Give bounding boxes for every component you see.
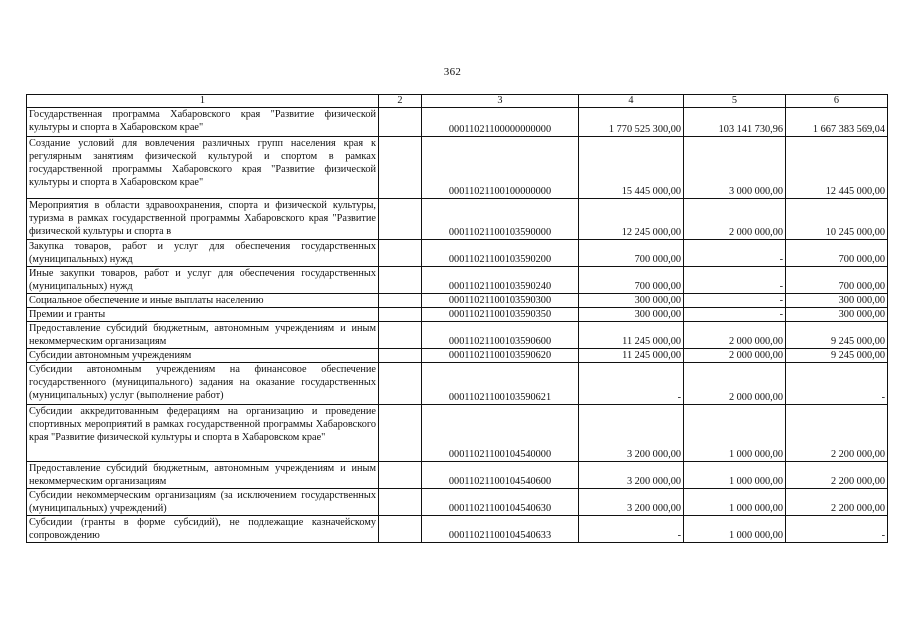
header-col-3: 3 [422, 95, 579, 108]
row-name-cell: Мероприятия в области здравоохранения, спорта и физической культуры, туризма в рамках государственной программы Хабаровского края "Развитие физической культуры и спорта в [27, 199, 379, 240]
row-value-col5-cell: 3 000 000,00 [684, 137, 786, 199]
row-col2-cell [379, 267, 422, 294]
row-value-col4-cell: 3 200 000,00 [579, 405, 684, 462]
row-value-col4-cell: 3 200 000,00 [579, 462, 684, 489]
row-value-col5-cell: - [684, 240, 786, 267]
row-code-cell: 00011021100100000000 [422, 137, 579, 199]
table-row [27, 294, 888, 308]
row-name-cell: Иные закупки товаров, работ и услуг для обеспечения государственных (муниципальных) нужд [27, 267, 379, 294]
row-value-col6-cell: 9 245 000,00 [786, 349, 888, 363]
row-code-cell: 00011021100103590000 [422, 199, 579, 240]
row-value-col5-cell: - [684, 294, 786, 308]
row-col2-cell [379, 363, 422, 405]
row-value-col6-cell: 300 000,00 [786, 308, 888, 322]
row-value-col4-cell: 300 000,00 [579, 294, 684, 308]
row-name-cell: Предоставление субсидий бюджетным, автономным учреждениям и иным некоммерческим организациям [27, 322, 379, 349]
row-value-col5-cell: 1 000 000,00 [684, 489, 786, 516]
row-value-col5-cell: 2 000 000,00 [684, 349, 786, 363]
row-col2-cell [379, 294, 422, 308]
row-col2-cell [379, 405, 422, 462]
row-value-col4-cell: 300 000,00 [579, 308, 684, 322]
row-value-col6-cell: 300 000,00 [786, 294, 888, 308]
row-value-col5-cell: 1 000 000,00 [684, 516, 786, 543]
table-row [27, 349, 888, 363]
budget-table-body [27, 95, 888, 543]
row-value-col6-cell: 2 200 000,00 [786, 405, 888, 462]
row-value-col5-cell: 2 000 000,00 [684, 199, 786, 240]
table-row [27, 308, 888, 322]
row-value-col5-cell: 103 141 730,96 [684, 108, 786, 137]
row-value-col4-cell: - [579, 516, 684, 543]
row-value-col4-cell: - [579, 363, 684, 405]
row-value-col6-cell: 12 445 000,00 [786, 137, 888, 199]
row-code-cell: 00011021100104540000 [422, 405, 579, 462]
table-row [27, 137, 888, 199]
table-row [27, 240, 888, 267]
header-col-2: 2 [379, 95, 422, 108]
budget-table [26, 94, 888, 543]
row-code-cell: 00011021100103590620 [422, 349, 579, 363]
header-col-1: 1 [27, 95, 379, 108]
row-code-cell: 00011021100103590621 [422, 363, 579, 405]
row-value-col6-cell: - [786, 516, 888, 543]
row-value-col4-cell: 1 770 525 300,00 [579, 108, 684, 137]
row-code-cell: 00011021100000000000 [422, 108, 579, 137]
row-value-col5-cell: - [684, 267, 786, 294]
table-header-row [27, 95, 888, 108]
row-col2-cell [379, 199, 422, 240]
row-col2-cell [379, 462, 422, 489]
row-code-cell: 00011021100103590350 [422, 308, 579, 322]
row-value-col6-cell: 1 667 383 569,04 [786, 108, 888, 137]
row-col2-cell [379, 516, 422, 543]
row-value-col4-cell: 700 000,00 [579, 267, 684, 294]
page-number: 362 [443, 66, 462, 78]
row-value-col6-cell: 700 000,00 [786, 240, 888, 267]
row-value-col6-cell: 9 245 000,00 [786, 322, 888, 349]
row-col2-cell [379, 349, 422, 363]
row-value-col5-cell: 2 000 000,00 [684, 322, 786, 349]
row-value-col5-cell: - [684, 308, 786, 322]
row-col2-cell [379, 240, 422, 267]
row-value-col6-cell: 10 245 000,00 [786, 199, 888, 240]
header-col-5: 5 [684, 95, 786, 108]
row-value-col5-cell: 1 000 000,00 [684, 405, 786, 462]
table-row [27, 322, 888, 349]
row-value-col6-cell: 2 200 000,00 [786, 489, 888, 516]
row-col2-cell [379, 137, 422, 199]
row-name-cell: Предоставление субсидий бюджетным, автономным учреждениям и иным некоммерческим организациям [27, 462, 379, 489]
row-name-cell: Субсидии некоммерческим организациям (за исключением государственных (муниципальных) учреждений) [27, 489, 379, 516]
row-name-cell: Создание условий для вовлечения различных групп населения края к регулярным занятиям физической культурой и спортом в рамках государственной программы Хабаровского края "Развитие физической культуры и спорта в Хабаровском крае" [27, 137, 379, 199]
table-row [27, 489, 888, 516]
table-row [27, 363, 888, 405]
row-col2-cell [379, 322, 422, 349]
row-code-cell: 00011021100104540600 [422, 462, 579, 489]
row-value-col4-cell: 700 000,00 [579, 240, 684, 267]
row-code-cell: 00011021100104540630 [422, 489, 579, 516]
row-name-cell: Социальное обеспечение и иные выплаты населению [27, 294, 379, 308]
table-row [27, 267, 888, 294]
row-name-cell: Субсидии аккредитованным федерациям на организацию и проведение спортивных мероприятий в рамках государственной программы Хабаровского края "Развитие физической культуры и спорта в Хабаровском крае" [27, 405, 379, 462]
row-col2-cell [379, 108, 422, 137]
row-value-col6-cell: 700 000,00 [786, 267, 888, 294]
row-value-col4-cell: 11 245 000,00 [579, 349, 684, 363]
table-row [27, 199, 888, 240]
table-row [27, 405, 888, 462]
row-value-col5-cell: 1 000 000,00 [684, 462, 786, 489]
row-code-cell: 00011021100104540633 [422, 516, 579, 543]
row-value-col4-cell: 15 445 000,00 [579, 137, 684, 199]
row-value-col4-cell: 3 200 000,00 [579, 489, 684, 516]
row-name-cell: Премии и гранты [27, 308, 379, 322]
table-row [27, 462, 888, 489]
row-name-cell: Субсидии автономным учреждениям на финансовое обеспечение государственного (муниципального) задания на оказание государственных (муниципальных) услуг (выполнение работ) [27, 363, 379, 405]
row-code-cell: 00011021100103590200 [422, 240, 579, 267]
header-col-6: 6 [786, 95, 888, 108]
row-name-cell: Государственная программа Хабаровского края "Развитие физической культуры и спорта в Хабаровском крае" [27, 108, 379, 137]
row-col2-cell [379, 308, 422, 322]
row-name-cell: Субсидии автономным учреждениям [27, 349, 379, 363]
row-value-col6-cell: 2 200 000,00 [786, 462, 888, 489]
row-code-cell: 00011021100103590300 [422, 294, 579, 308]
row-value-col5-cell: 2 000 000,00 [684, 363, 786, 405]
row-value-col4-cell: 11 245 000,00 [579, 322, 684, 349]
row-col2-cell [379, 489, 422, 516]
table-row [27, 516, 888, 543]
row-name-cell: Субсидии (гранты в форме субсидий), не подлежащие казначейскому сопровождению [27, 516, 379, 543]
row-value-col6-cell: - [786, 363, 888, 405]
row-name-cell: Закупка товаров, работ и услуг для обеспечения государственных (муниципальных) нужд [27, 240, 379, 267]
row-code-cell: 00011021100103590600 [422, 322, 579, 349]
row-value-col4-cell: 12 245 000,00 [579, 199, 684, 240]
row-code-cell: 00011021100103590240 [422, 267, 579, 294]
header-col-4: 4 [579, 95, 684, 108]
table-row [27, 108, 888, 137]
